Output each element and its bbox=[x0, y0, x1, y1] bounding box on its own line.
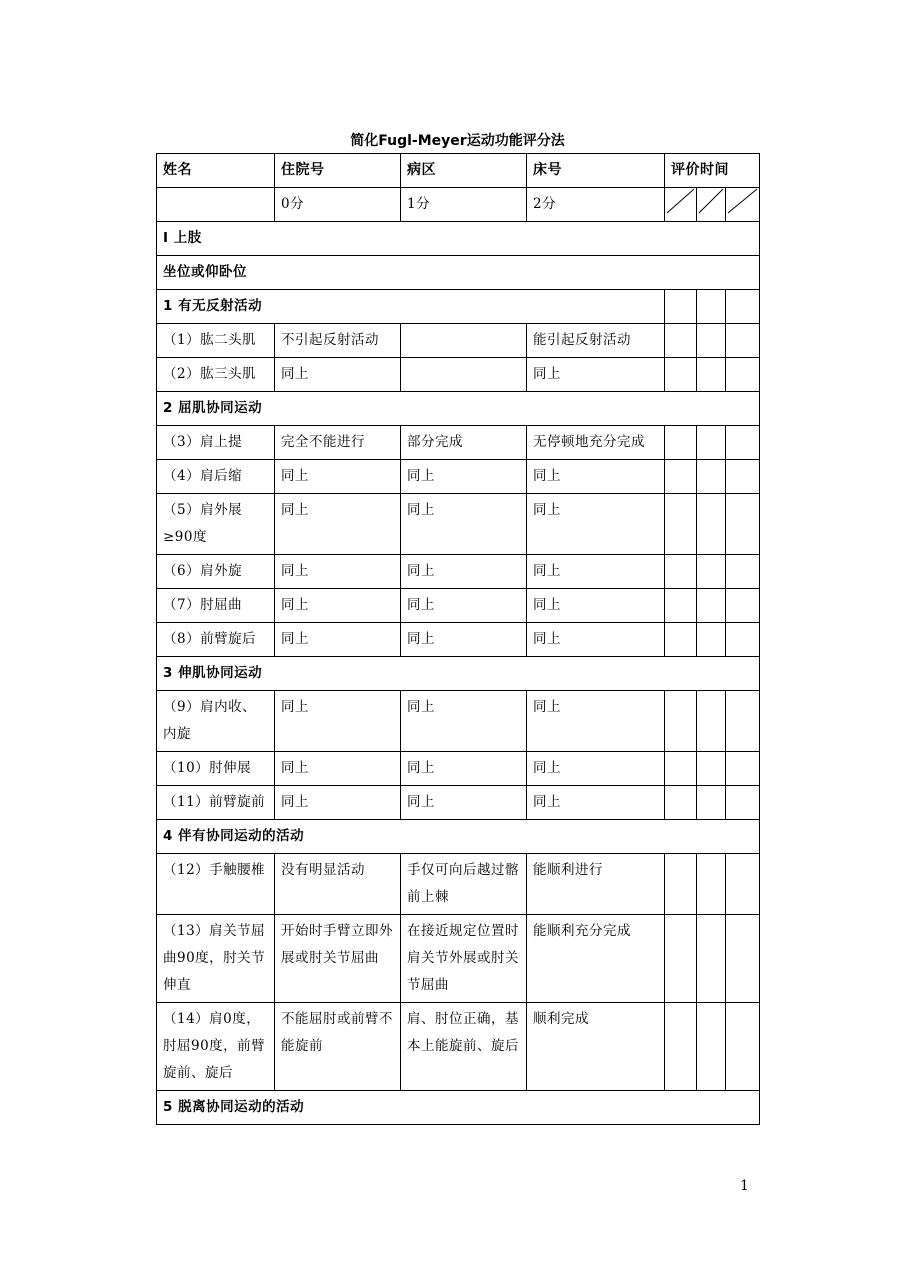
score-cell[interactable] bbox=[665, 460, 697, 494]
table-row bbox=[157, 915, 760, 1003]
item-label: （11）前臂旋前 bbox=[157, 786, 275, 820]
score-cell[interactable] bbox=[726, 589, 760, 623]
item-label: （6）肩外旋 bbox=[157, 555, 275, 589]
section-position: 坐位或仰卧位 bbox=[157, 256, 760, 290]
score-cell[interactable] bbox=[697, 290, 726, 324]
score-header-blank bbox=[157, 188, 275, 222]
section-flexor: 2 屈肌协同运动 bbox=[157, 392, 760, 426]
item-label: （14）肩0度，肘屈90度，前臂旋前、旋后 bbox=[157, 1003, 275, 1091]
item-label: （2）肱三头肌 bbox=[157, 358, 275, 392]
score-cell[interactable] bbox=[665, 786, 697, 820]
item-label: （8）前臂旋后 bbox=[157, 623, 275, 657]
score-cell[interactable] bbox=[697, 460, 726, 494]
score-0-desc: 同上 bbox=[275, 494, 401, 555]
score-1-desc: 同上 bbox=[401, 623, 527, 657]
score-cell[interactable] bbox=[697, 324, 726, 358]
score-1-desc: 在接近规定位置时肩关节外展或肘关节屈曲 bbox=[401, 915, 527, 1003]
score-cell[interactable] bbox=[697, 589, 726, 623]
date-slash-3 bbox=[726, 188, 760, 222]
score-2-desc: 能顺利充分完成 bbox=[527, 915, 665, 1003]
table-row bbox=[157, 1003, 760, 1091]
score-cell[interactable] bbox=[697, 358, 726, 392]
score-0-desc: 没有明显活动 bbox=[275, 854, 401, 915]
score-cell[interactable] bbox=[726, 460, 760, 494]
section-with-synergy: 4 伴有协同运动的活动 bbox=[157, 820, 760, 854]
score-0-desc: 同上 bbox=[275, 555, 401, 589]
table-row bbox=[157, 460, 760, 494]
score-cell[interactable] bbox=[726, 691, 760, 752]
score-cell[interactable] bbox=[726, 290, 760, 324]
name-label: 姓名 bbox=[157, 154, 275, 188]
score-cell[interactable] bbox=[665, 324, 697, 358]
score-1-label: 1分 bbox=[401, 188, 527, 222]
item-label: （4）肩后缩 bbox=[157, 460, 275, 494]
score-cell[interactable] bbox=[665, 555, 697, 589]
score-cell[interactable] bbox=[726, 623, 760, 657]
item-label: （5）肩外展≥90度 bbox=[157, 494, 275, 555]
score-2-desc: 同上 bbox=[527, 623, 665, 657]
score-1-desc: 肩、肘位正确，基本上能旋前、旋后 bbox=[401, 1003, 527, 1091]
score-cell[interactable] bbox=[726, 358, 760, 392]
item-label: （7）肘屈曲 bbox=[157, 589, 275, 623]
page-number: 1 bbox=[740, 1178, 749, 1194]
eval-time-label: 评价时间 bbox=[665, 154, 760, 188]
score-cell[interactable] bbox=[665, 623, 697, 657]
score-1-desc bbox=[401, 324, 527, 358]
score-2-desc: 顺利完成 bbox=[527, 1003, 665, 1091]
score-2-desc: 同上 bbox=[527, 786, 665, 820]
section-row bbox=[157, 222, 760, 256]
score-2-desc: 能顺利进行 bbox=[527, 854, 665, 915]
item-label: （1）肱二头肌 bbox=[157, 324, 275, 358]
score-cell[interactable] bbox=[697, 623, 726, 657]
score-2-desc: 无停顿地充分完成 bbox=[527, 426, 665, 460]
score-cell[interactable] bbox=[697, 494, 726, 555]
table-row bbox=[157, 426, 760, 460]
score-2-desc: 同上 bbox=[527, 555, 665, 589]
item-label: （3）肩上提 bbox=[157, 426, 275, 460]
score-0-desc: 同上 bbox=[275, 623, 401, 657]
section-upper-limb: Ⅰ 上肢 bbox=[157, 222, 760, 256]
score-cell[interactable] bbox=[665, 691, 697, 752]
score-1-desc: 同上 bbox=[401, 786, 527, 820]
date-slash-1 bbox=[665, 188, 697, 222]
fugl-meyer-table bbox=[156, 153, 760, 1125]
score-cell[interactable] bbox=[726, 494, 760, 555]
item-label: （13）肩关节屈曲90度，肘关节伸直 bbox=[157, 915, 275, 1003]
table-row bbox=[157, 358, 760, 392]
table-row bbox=[157, 589, 760, 623]
score-cell[interactable] bbox=[726, 1003, 760, 1091]
score-header-row bbox=[157, 188, 760, 222]
table-row bbox=[157, 324, 760, 358]
score-cell[interactable] bbox=[665, 426, 697, 460]
score-1-desc: 手仅可向后越过髂前上棘 bbox=[401, 854, 527, 915]
score-1-desc: 同上 bbox=[401, 589, 527, 623]
score-cell[interactable] bbox=[697, 786, 726, 820]
ward-label: 病区 bbox=[401, 154, 527, 188]
score-1-desc: 同上 bbox=[401, 752, 527, 786]
table-row bbox=[157, 854, 760, 915]
section-row bbox=[157, 820, 760, 854]
score-1-desc: 同上 bbox=[401, 555, 527, 589]
score-0-desc: 同上 bbox=[275, 786, 401, 820]
item-label: （10）肘伸展 bbox=[157, 752, 275, 786]
score-0-desc: 同上 bbox=[275, 589, 401, 623]
score-1-desc bbox=[401, 358, 527, 392]
score-0-desc: 不能屈肘或前臂不能旋前 bbox=[275, 1003, 401, 1091]
item-label: （9）肩内收、内旋 bbox=[157, 691, 275, 752]
score-cell[interactable] bbox=[697, 854, 726, 915]
section-extensor: 3 伸肌协同运动 bbox=[157, 657, 760, 691]
document-title: 简化Fugl-Meyer运动功能评分法 bbox=[350, 133, 565, 149]
score-cell[interactable] bbox=[665, 290, 697, 324]
section-row bbox=[157, 1091, 760, 1125]
table-row bbox=[157, 691, 760, 752]
score-2-desc: 同上 bbox=[527, 589, 665, 623]
score-0-desc: 不引起反射活动 bbox=[275, 324, 401, 358]
section-without-synergy: 5 脱离协同运动的活动 bbox=[157, 1091, 760, 1125]
score-2-desc: 同上 bbox=[527, 494, 665, 555]
table-row bbox=[157, 555, 760, 589]
score-cell[interactable] bbox=[726, 915, 760, 1003]
score-1-desc: 同上 bbox=[401, 494, 527, 555]
score-cell[interactable] bbox=[665, 915, 697, 1003]
score-cell[interactable] bbox=[726, 555, 760, 589]
score-cell[interactable] bbox=[665, 358, 697, 392]
date-slash-2 bbox=[697, 188, 726, 222]
score-1-desc: 同上 bbox=[401, 460, 527, 494]
section-row bbox=[157, 657, 760, 691]
score-2-desc: 同上 bbox=[527, 691, 665, 752]
score-0-desc: 同上 bbox=[275, 460, 401, 494]
score-1-desc: 部分完成 bbox=[401, 426, 527, 460]
item-label: （12）手触腰椎 bbox=[157, 854, 275, 915]
score-cell[interactable] bbox=[697, 752, 726, 786]
table-row bbox=[157, 752, 760, 786]
score-0-desc: 同上 bbox=[275, 691, 401, 752]
score-0-desc: 同上 bbox=[275, 752, 401, 786]
score-2-label: 2分 bbox=[527, 188, 665, 222]
score-0-desc: 开始时手臂立即外展或肘关节屈曲 bbox=[275, 915, 401, 1003]
score-0-desc: 同上 bbox=[275, 358, 401, 392]
score-cell[interactable] bbox=[697, 1003, 726, 1091]
score-cell[interactable] bbox=[726, 854, 760, 915]
score-2-desc: 同上 bbox=[527, 752, 665, 786]
bed-no-label: 床号 bbox=[527, 154, 665, 188]
section-row bbox=[157, 290, 760, 324]
score-cell[interactable] bbox=[726, 324, 760, 358]
table-row bbox=[157, 494, 760, 555]
score-2-desc: 能引起反射活动 bbox=[527, 324, 665, 358]
score-cell[interactable] bbox=[697, 691, 726, 752]
score-cell[interactable] bbox=[726, 426, 760, 460]
score-cell[interactable] bbox=[726, 752, 760, 786]
table-row bbox=[157, 623, 760, 657]
hospital-no-label: 住院号 bbox=[275, 154, 401, 188]
score-1-desc: 同上 bbox=[401, 691, 527, 752]
section-row bbox=[157, 256, 760, 290]
score-cell[interactable] bbox=[665, 1003, 697, 1091]
table-row bbox=[157, 786, 760, 820]
score-cell[interactable] bbox=[665, 494, 697, 555]
section-row bbox=[157, 392, 760, 426]
score-2-desc: 同上 bbox=[527, 358, 665, 392]
score-0-desc: 完全不能进行 bbox=[275, 426, 401, 460]
score-2-desc: 同上 bbox=[527, 460, 665, 494]
score-cell[interactable] bbox=[726, 786, 760, 820]
score-cell[interactable] bbox=[665, 589, 697, 623]
score-cell[interactable] bbox=[665, 854, 697, 915]
score-cell[interactable] bbox=[697, 915, 726, 1003]
section-reflex: 1 有无反射活动 bbox=[157, 290, 665, 324]
score-cell[interactable] bbox=[697, 555, 726, 589]
score-0-label: 0分 bbox=[275, 188, 401, 222]
score-cell[interactable] bbox=[697, 426, 726, 460]
score-cell[interactable] bbox=[665, 752, 697, 786]
header-row bbox=[157, 154, 760, 188]
